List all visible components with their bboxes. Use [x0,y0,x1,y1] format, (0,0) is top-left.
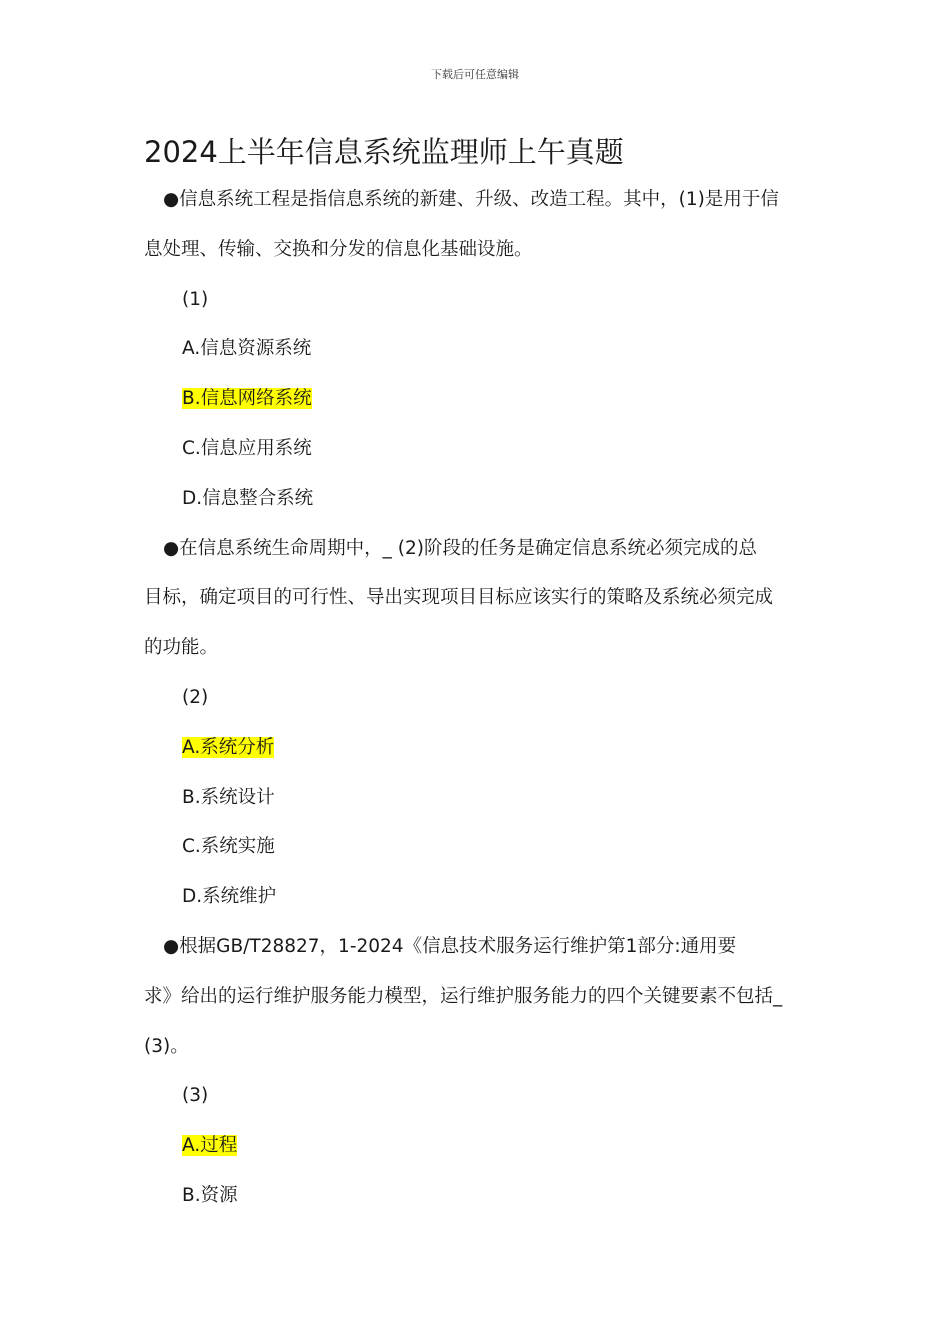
option-text-highlighted: B.信息网络系统 [182,388,312,410]
question-2-option-c [144,822,812,872]
question-1-option-a [144,324,812,374]
question-2-number: (2) [182,686,209,708]
question-1-option-c [144,424,812,474]
question-2-option-b [144,773,812,823]
option-text: B.系统设计 [182,786,275,808]
question-1-option-b [144,374,812,424]
question-1-stem [144,175,812,275]
question-1-option-d [144,474,812,524]
page-title: 2024上半年信息系统监理师上午真题 [144,135,624,169]
question-stem-line: ●根据GB/T28827，1-2024《信息技术服务运行维护第1部分:通用要 [163,935,737,957]
question-stem-line: 息处理、传输、交换和分发的信息化基础设施。 [144,238,533,260]
question-stem-line: 目标，确定项目的可行性、导出实现项目目标应该实行的策略及系统必须完成 [144,587,774,609]
question-3-number: (3) [182,1085,209,1107]
question-3-option-b [144,1171,812,1221]
header-note: 下载后可任意编辑 [431,68,519,81]
document-body [144,175,812,1221]
option-text: D.信息整合系统 [182,487,314,509]
option-text-highlighted: A.过程 [182,1135,238,1157]
option-text: C.系统实施 [182,836,275,858]
question-1-number: (1) [182,288,209,310]
question-stem-line: (3)。 [144,1035,189,1057]
question-2-option-a [144,723,812,773]
option-text: D.系统维护 [182,886,277,908]
question-3-stem [144,922,812,1071]
question-2-option-d [144,872,812,922]
question-stem-line: 的功能。 [144,637,219,659]
question-3-option-a [144,1121,812,1171]
question-stem-line: ●信息系统工程是指信息系统的新建、升级、改造工程。其中，(1)是用于信 [163,189,779,210]
option-text: A.信息资源系统 [182,338,312,360]
question-stem-line: 求》给出的运行维护服务能力模型，运行维护服务能力的四个关键要素不包括_ [144,985,783,1007]
option-text: B.资源 [182,1184,238,1206]
question-2-stem [144,524,812,673]
option-text: C.信息应用系统 [182,437,312,459]
option-text-highlighted: A.系统分析 [182,736,275,758]
question-stem-line: ●在信息系统生命周期中，_ (2)阶段的任务是确定信息系统必须完成的总 [163,537,757,559]
